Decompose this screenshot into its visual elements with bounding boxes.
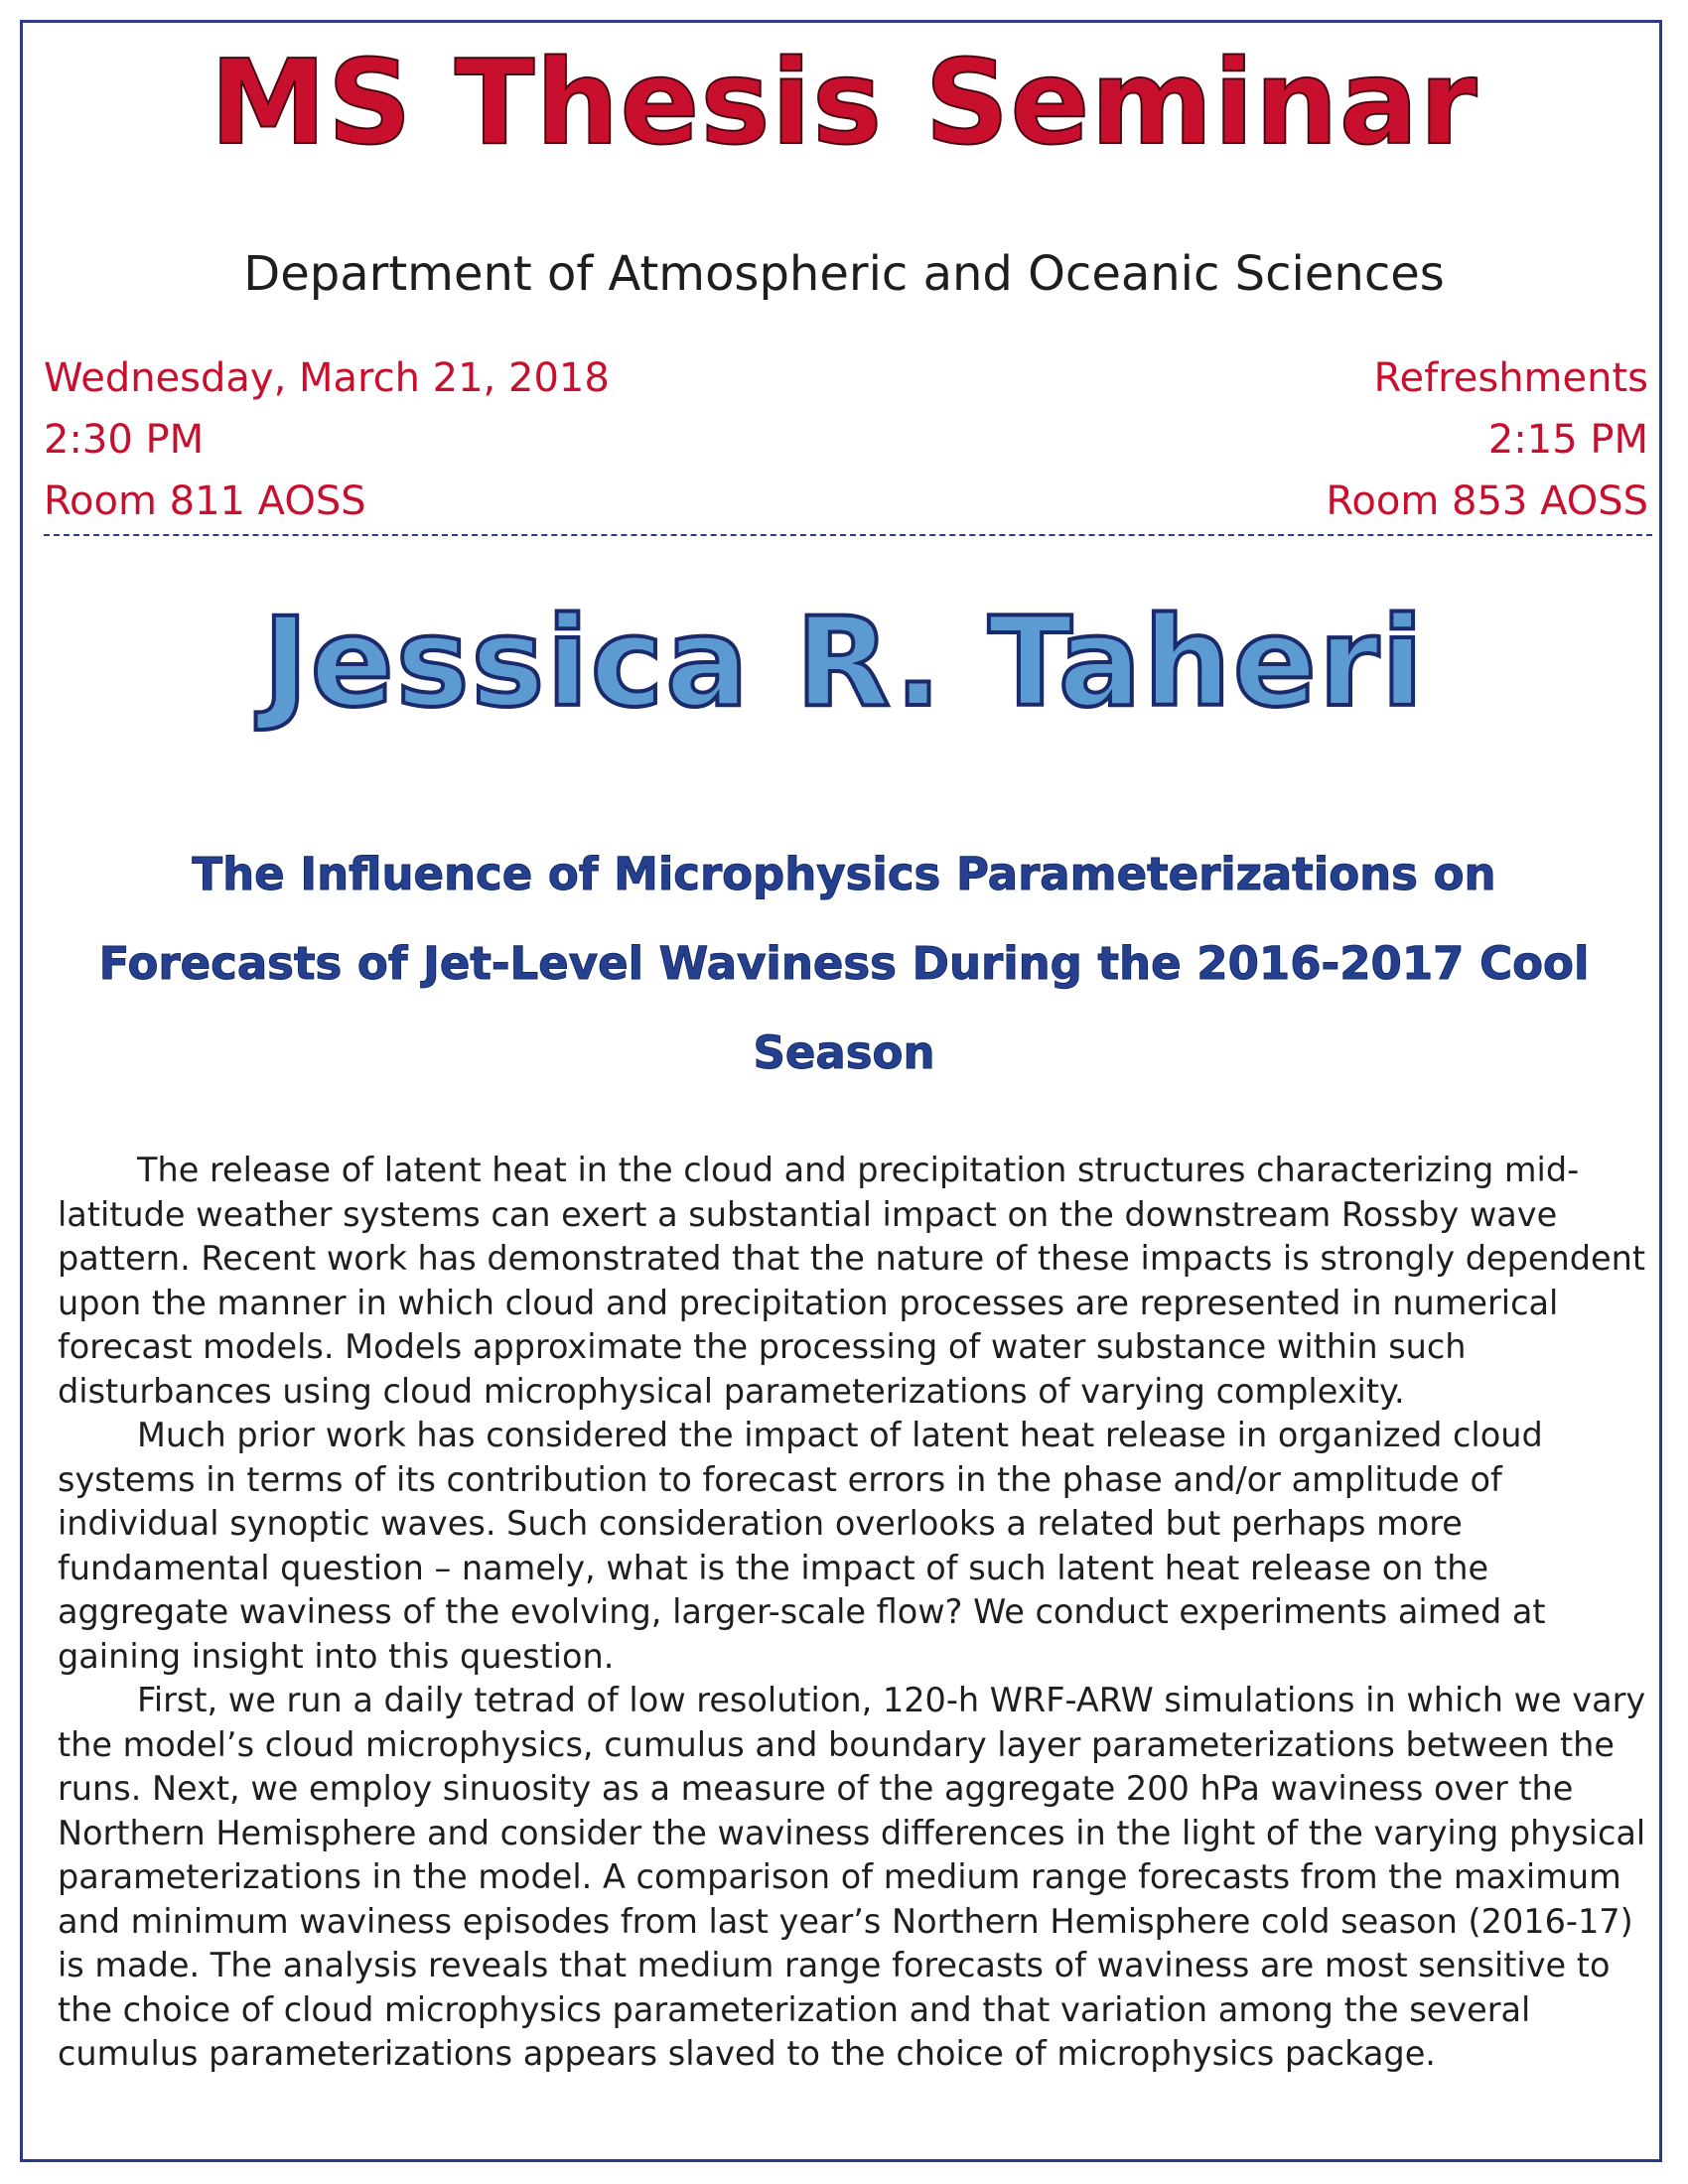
refreshments-details <box>1326 347 1648 532</box>
speaker-name: Jessica R. Taheri <box>262 592 1426 735</box>
seminar-title: MS Thesis Seminar <box>210 34 1478 171</box>
seminar-time: 2:30 PM <box>44 417 205 463</box>
abstract <box>58 1149 1646 2077</box>
refreshments-room: Room 853 AOSS <box>1326 478 1648 524</box>
abstract-paragraph-2: Much prior work has considered the impact of latent heat release in organized cloud systems in terms of its contribution to forecast errors in the phase and/or amplitude of individual synoptic waves. Such consideration overlooks a related but perhaps more fundamental question – namely, what is the impact of such latent heat release on the aggregate waviness of the evolving, larger-scale flow? We conduct experiments aimed at gaining insight into this question. <box>58 1416 1546 1676</box>
seminar-date: Wednesday, March 21, 2018 <box>44 355 610 401</box>
refreshments-time: 2:15 PM <box>1487 417 1648 463</box>
seminar-details <box>44 347 610 532</box>
abstract-paragraph-3: First, we run a daily tetrad of low resolution, 120-h WRF-ARW simulations in which we vary the model’s cloud microphysics, cumulus and boundary layer parameterizations between the runs. Next, we employ sinuosity as a measure of the aggregate 200 hPa waviness over the Northern Hemisphere and consider the waviness differences in the light of the varying physical parameterizations in the model. A comparison of medium range forecasts from the maximum and minimum waviness episodes from last year’s Northern Hemisphere cold season (2016-17) is made. The analysis reveals that medium range forecasts of waviness are most sensitive to the choice of cloud microphysics parameterization and that variation among the several cumulus parameterizations appears slaved to the choice of microphysics package. <box>58 1681 1646 2073</box>
talk-title: The Influence of Microphysics Parameterizations on Forecasts of Jet-Level Waviness During the 2016-2017 Cool Season <box>98 848 1590 1079</box>
seminar-room: Room 811 AOSS <box>44 478 366 524</box>
department-name: Department of Atmospheric and Oceanic Sciences <box>243 246 1445 302</box>
refreshments-label: Refreshments <box>1373 355 1648 401</box>
dashed-divider <box>44 534 1652 536</box>
abstract-paragraph-1: The release of latent heat in the cloud and precipitation structures characterizing mid-latitude weather systems can exert a substantial impact on the downstream Rossby wave pattern. Recent work has demonstrated that the nature of these impacts is strongly dependent upon the manner in which cloud and precipitation processes are represented in numerical forecast models. Models approximate the processing of water substance within such disturbances using cloud microphysical parameterizations of varying complexity. <box>58 1151 1645 1411</box>
